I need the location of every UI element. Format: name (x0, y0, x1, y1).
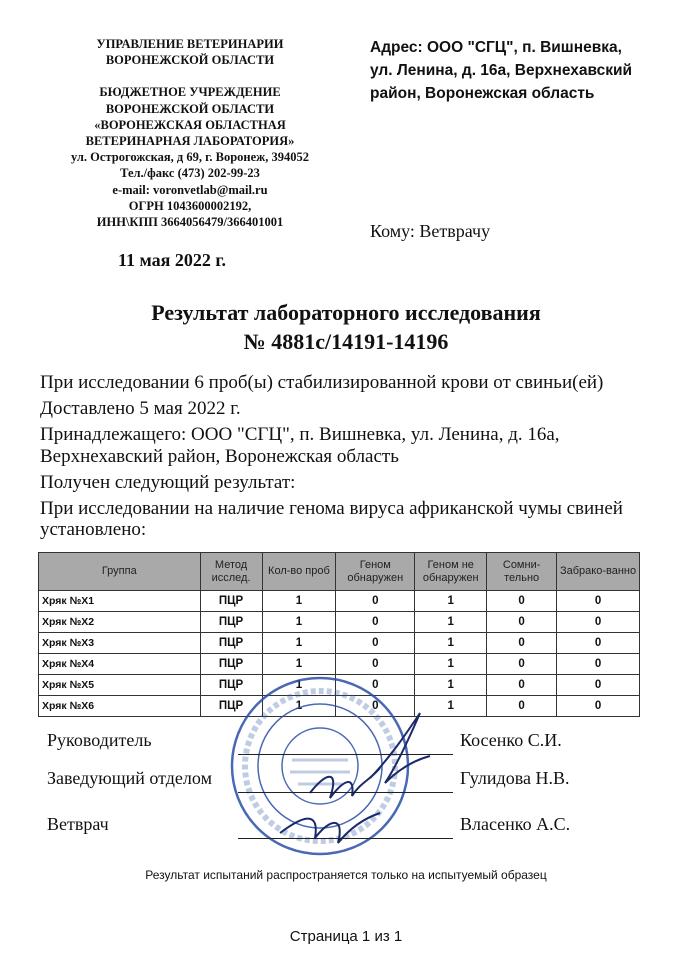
table-cell: ПЦР (200, 696, 262, 717)
title-line: Результат лабораторного исследования (151, 300, 541, 325)
table-cell: 0 (487, 675, 557, 696)
table-cell: 1 (262, 675, 336, 696)
table-cell: Хряк №X3 (39, 633, 201, 654)
table-cell: ПЦР (200, 612, 262, 633)
spacer (40, 68, 340, 84)
table-cell: 1 (415, 696, 487, 717)
table-cell: 1 (415, 612, 487, 633)
table-cell: Хряк №X4 (39, 654, 201, 675)
table-cell: 0 (487, 696, 557, 717)
signatory-name: Власенко А.С. (460, 814, 571, 834)
column-header: Забрако-ванно (557, 553, 640, 591)
address-line: ул. Ленина, д. 16а, Верхнехавский (370, 62, 633, 79)
signature-role: Ветврач (47, 814, 109, 834)
table-cell: 1 (262, 591, 336, 612)
recipient-address (370, 36, 632, 105)
table-cell: 0 (557, 633, 640, 654)
body-paragraph: Принадлежащего: ООО "СГЦ", п. Вишневка, ул. Ленина, д. 16а, Верхнехавский район, Воронежская область (40, 424, 560, 467)
body-paragraph: При исследовании на наличие генома вируса африканской чумы свиней установлено: (40, 498, 623, 540)
body-paragraph: Доставлено 5 мая 2022 г. (40, 398, 241, 419)
table-cell: 0 (557, 612, 640, 633)
table-cell: 0 (487, 612, 557, 633)
table-cell: 0 (336, 612, 415, 633)
table-cell: 0 (336, 675, 415, 696)
signature-role: Руководитель (47, 730, 152, 750)
table-cell: ПЦР (200, 633, 262, 654)
letterhead-line: ВЕТЕРИНАРНАЯ ЛАБОРАТОРИЯ» (85, 134, 295, 149)
table-cell: Хряк №X2 (39, 612, 201, 633)
table-cell: 0 (336, 654, 415, 675)
letterhead-line: e-mail: voronvetlab@mail.ru (112, 182, 268, 197)
signature-role: Заведующий отделом (47, 768, 212, 788)
signature-line (238, 838, 453, 839)
table-cell: 1 (262, 612, 336, 633)
document-number: № 4881с/14191-14196 (243, 329, 449, 354)
letterhead-line: БЮДЖЕТНОЕ УЧРЕЖДЕНИЕ (99, 85, 281, 100)
address-line: Адрес: ООО "СГЦ", п. Вишневка, (370, 39, 622, 56)
table-cell: ПЦР (200, 654, 262, 675)
table-cell: 1 (415, 591, 487, 612)
table-cell: Хряк №X1 (39, 591, 201, 612)
column-header: Метод исслед. (200, 553, 262, 591)
table-cell: 1 (415, 654, 487, 675)
column-header: Геном не обнаружен (415, 553, 487, 591)
address-line: район, Воронежская область (370, 85, 595, 102)
body-paragraph: При исследовании 6 проб(ы) стабилизированной крови от свиньи(ей) (40, 372, 604, 393)
table-row (39, 612, 640, 633)
table-cell: 1 (262, 696, 336, 717)
letterhead-line: ВОРОНЕЖСКОЙ ОБЛАСТИ (105, 53, 275, 68)
document-body (40, 372, 660, 540)
table-cell: 0 (487, 591, 557, 612)
column-header: Сомни-тельно (487, 553, 557, 591)
table-cell: 0 (487, 633, 557, 654)
recipient: Кому: Ветврачу (370, 221, 491, 241)
table-cell: 1 (415, 633, 487, 654)
table-cell: ПЦР (200, 675, 262, 696)
table-cell: 1 (415, 675, 487, 696)
letterhead-line: Тел./факс (473) 202-99-23 (120, 166, 260, 181)
page-number: Страница 1 из 1 (289, 928, 403, 945)
table-cell: Хряк №X5 (39, 675, 201, 696)
lab-letterhead (40, 36, 340, 230)
column-header: Кол-во проб (262, 553, 336, 591)
signature-line (238, 754, 453, 755)
table-cell: 1 (262, 633, 336, 654)
table-cell: 0 (487, 654, 557, 675)
footer-note: Результат испытаний распространяется только на испытуемый образец (145, 868, 547, 882)
table-cell: 0 (557, 654, 640, 675)
letterhead-line: ОГРН 1043600002192, (128, 198, 252, 213)
letterhead-line: «ВОРОНЕЖСКАЯ ОБЛАСТНАЯ (94, 117, 286, 132)
letterhead-line: ИНН\КПП 3664056479/366401001 (96, 215, 284, 230)
table-cell: 0 (336, 591, 415, 612)
table-cell: 0 (336, 633, 415, 654)
signature-line (238, 792, 453, 793)
column-header: Геном обнаружен (336, 553, 415, 591)
document-date: 11 мая 2022 г. (118, 250, 227, 270)
table-cell: 1 (262, 654, 336, 675)
table-row (39, 633, 640, 654)
table-cell: Хряк №X6 (39, 696, 201, 717)
table-header-row (39, 553, 640, 591)
table-row (39, 591, 640, 612)
signatory-name: Гулидова Н.В. (460, 768, 570, 788)
letterhead-line: ВОРОНЕЖСКОЙ ОБЛАСТИ (105, 101, 275, 116)
table-cell: 0 (557, 675, 640, 696)
letterhead-line: ул. Острогожская, д 69, г. Воронеж, 394052 (70, 150, 309, 165)
column-header: Группа (39, 553, 201, 591)
table-cell: 0 (336, 696, 415, 717)
table-cell: ПЦР (200, 591, 262, 612)
document-title (0, 298, 692, 356)
letterhead-line: УПРАВЛЕНИЕ ВЕТЕРИНАРИИ (96, 37, 284, 51)
body-paragraph: Получен следующий результат: (40, 472, 296, 493)
signatory-name: Косенко С.И. (460, 730, 562, 750)
table-cell: 0 (557, 696, 640, 717)
table-cell: 0 (557, 591, 640, 612)
